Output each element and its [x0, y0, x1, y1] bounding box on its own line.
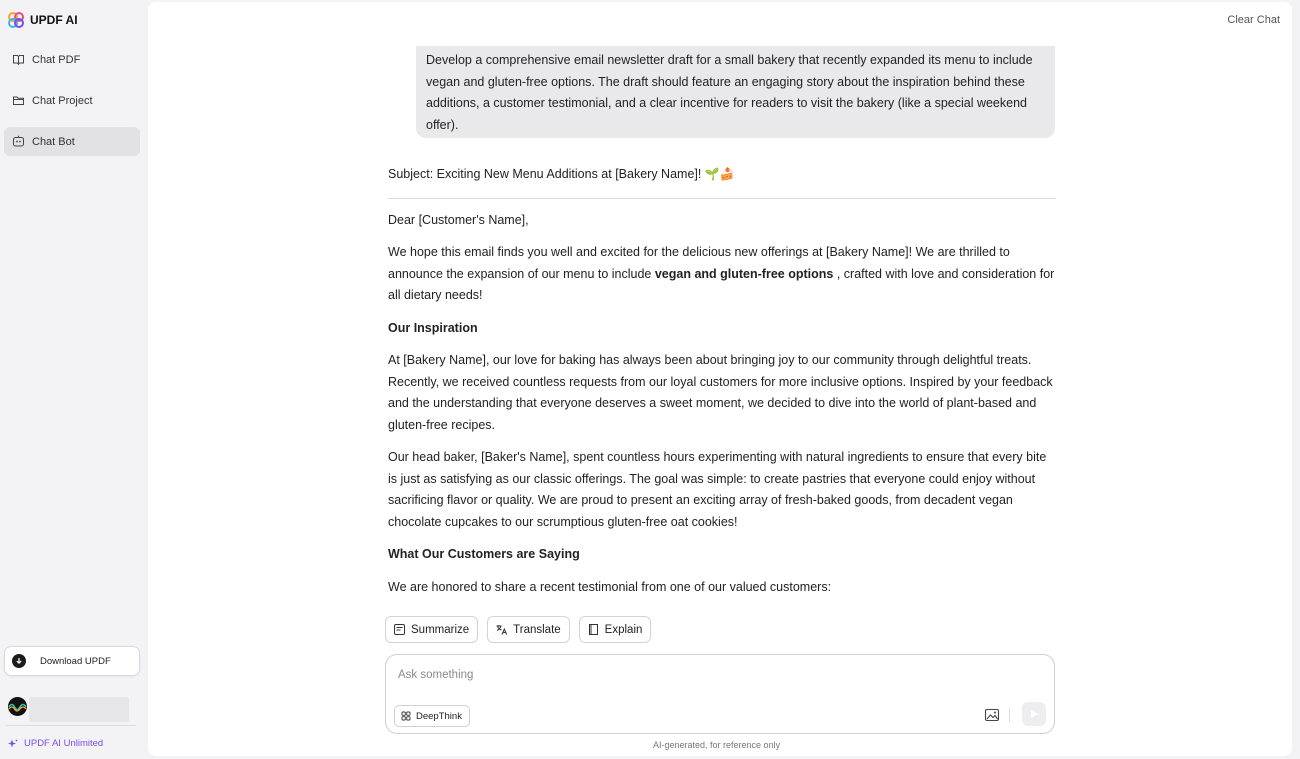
sidebar-item-label: Chat PDF	[32, 53, 81, 66]
chat-panel	[148, 2, 1292, 756]
send-icon	[1029, 709, 1039, 719]
sparkle-icon	[8, 739, 18, 749]
user-name-placeholder[interactable]	[29, 697, 129, 722]
deepthink-toggle[interactable]	[394, 705, 470, 727]
quick-actions	[385, 616, 651, 643]
deepthink-label: DeepThink	[416, 710, 462, 722]
composer	[385, 654, 1055, 734]
explain-icon	[587, 623, 600, 636]
send-button[interactable]	[1022, 702, 1046, 726]
divider	[388, 198, 1056, 199]
plan-upgrade-link[interactable]	[8, 738, 103, 749]
summarize-icon	[393, 623, 406, 636]
image-upload-icon[interactable]	[984, 707, 1000, 723]
greeting: Dear [Customer's Name],	[388, 212, 529, 227]
inspiration-paragraph-2: Our head baker, [Baker's Name], spent countless hours experimenting with natural ingredients to ensure that every bite is just as satisfying as our classic offerings. The goal was simple: to create pastries that everyone could enjoy without sacrificing flavor or quality. We are proud to present an exciting array of fresh-baked goods, from decadent vegan chocolate cupcakes to our scrumptious gluten-free oat cookies!	[388, 450, 1047, 529]
updf-logo-icon	[8, 12, 24, 28]
email-subject	[388, 164, 1056, 186]
ai-disclaimer: AI-generated, for reference only	[653, 740, 781, 750]
bot-icon	[12, 135, 25, 148]
ask-input[interactable]	[398, 665, 958, 685]
download-label: Download UPDF	[40, 655, 111, 667]
user-message-bubble: Develop a comprehensive email newsletter draft for a small bakery that recently expanded its menu to include vegan and gluten-free options. The draft should feature an engaging story about the inspiration behind these additions, a customer testimonial, and a clear incentive for readers to visit the bakery (like a special weekend offer).	[416, 46, 1055, 138]
inspiration-paragraph-1: At [Bakery Name], our love for baking has always been about bringing joy to our community through delightful treats. Recently, we received countless requests from our loyal customers for more inclusive options. Inspired by your feedback and the understanding that everyone deserves a sweet moment, we decided to dive into the world of plant-based and gluten-free recipes.	[388, 353, 1053, 432]
brand-name: UPDF AI	[30, 13, 78, 27]
intro-text-before: We hope this email finds you well and excited for the delicious new offerings at [Bakery Name]! We are thrilled to announce the expansion of our menu to include	[388, 245, 1010, 281]
download-updf-button[interactable]	[4, 646, 140, 676]
sidebar-item-label: Chat Project	[32, 94, 93, 107]
clear-chat-button[interactable]: Clear Chat	[1227, 14, 1280, 26]
translate-label: Translate	[513, 623, 561, 636]
summarize-button[interactable]	[385, 616, 478, 643]
customers-paragraph: We are honored to share a recent testimonial from one of our valued customers:	[388, 579, 832, 594]
sidebar	[0, 0, 146, 759]
translate-icon	[495, 623, 508, 636]
sidebar-divider	[6, 725, 136, 726]
plan-label: UPDF AI Unlimited	[24, 738, 104, 749]
intro-text-bold: vegan and gluten-free options	[654, 266, 834, 281]
sidebar-item-chat-project[interactable]	[4, 86, 140, 115]
avatar[interactable]	[8, 697, 27, 716]
download-icon	[12, 654, 26, 668]
deepthink-icon	[401, 711, 411, 721]
subject-text: Subject: Exciting New Menu Additions at [Bakery Name]!	[388, 167, 702, 181]
intro-paragraph	[388, 242, 1056, 307]
sidebar-item-chat-pdf[interactable]	[4, 45, 140, 74]
explain-button[interactable]	[579, 616, 652, 643]
summarize-label: Summarize	[411, 623, 470, 636]
folder-icon	[12, 94, 25, 107]
heading-inspiration: Our Inspiration	[388, 320, 478, 335]
heading-customers: What Our Customers are Saying	[388, 547, 580, 561]
sidebar-item-label: Chat Bot	[32, 135, 75, 148]
translate-button[interactable]	[487, 616, 570, 643]
subject-emoji: 🌱🍰	[704, 167, 735, 181]
composer-divider	[1009, 708, 1010, 722]
ai-response	[388, 164, 1056, 598]
intro-text-after: , crafted with love and consideration for all dietary needs!	[388, 266, 1055, 302]
sidebar-item-chat-bot[interactable]	[4, 127, 140, 156]
brand[interactable]	[8, 11, 78, 29]
book-icon	[12, 53, 25, 66]
explain-label: Explain	[604, 623, 643, 636]
